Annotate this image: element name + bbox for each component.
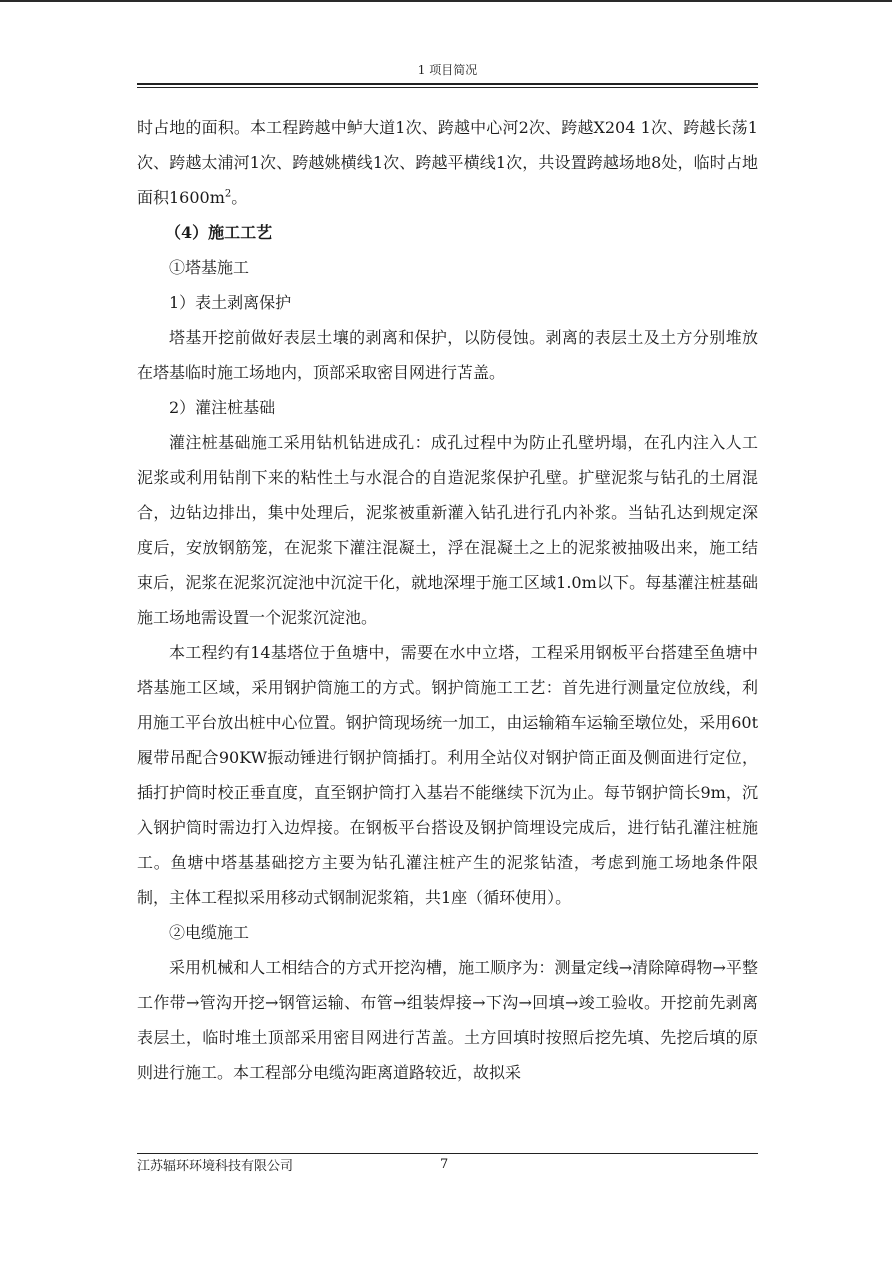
superscript-squared: 2: [224, 188, 232, 200]
footer-page-number: 7: [440, 1157, 449, 1172]
paragraph-crossing-text: 时占地的面积。本工程跨越中鲈大道1次、跨越中心河2次、跨越X204 1次、跨越长荡1次、跨越太浦河1次、跨越姚横线1次、跨越平横线1次，共设置跨越场地8处，临时占地面积1600m: [137, 118, 758, 207]
paragraph-topsoil: 塔基开挖前做好表层土壤的剥离和保护，以防侵蚀。剥离的表层土及土方分别堆放在塔基临时施工场地内，顶部采取密目网进行苫盖。: [137, 328, 758, 382]
subheading-cable-construction: ②电缆施工: [169, 923, 250, 942]
header-rule-thin: [137, 87, 758, 88]
paragraph-cable-trench: 采用机械和人工相结合的方式开挖沟槽，施工顺序为：测量定线→清除障碍物→平整工作带→管沟开挖→钢管运输、布管→组装焊接→下沟→回填→竣工验收。开挖前先剥离表层土，临时堆土顶部采用密目网进行苫盖。土方回填时按照后挖先填、先挖后填的原则进行施工。本工程部分电缆沟距离道路较近，故拟采: [137, 958, 758, 1082]
section-heading-construction-process: （4）施工工艺: [165, 223, 273, 242]
footer-company-name: 江苏辐环环境科技有限公司: [137, 1159, 294, 1174]
page-header-title: 1 项目简况: [417, 63, 478, 77]
subheading-tower-foundation: ①塔基施工: [169, 258, 250, 277]
paragraph-crossing-area: [137, 110, 758, 215]
footer-rule: [137, 1153, 758, 1154]
subheading-cast-pile: 2）灌注桩基础: [169, 398, 276, 417]
header-rule-thick: [137, 83, 758, 85]
subheading-topsoil-protection: 1）表土剥离保护: [169, 293, 292, 312]
paragraph-cast-pile: 灌注桩基础施工采用钻机钻进成孔：成孔过程中为防止孔壁坍塌，在孔内注入人工泥浆或利用钻削下来的粘性土与水混合的自造泥浆保护孔壁。扩壁泥浆与钻孔的土屑混合，边钻边排出，集中处理后，泥浆被重新灌入钻孔进行孔内补浆。当钻孔达到规定深度后，安放钢筋笼，在泥浆下灌注混凝土，浮在混凝土之上的泥浆被抽吸出来，施工结束后，泥浆在泥浆沉淀池中沉淀干化，就地深埋于施工区域1.0m以下。每基灌注桩基础施工场地需设置一个泥浆沉淀池。: [137, 433, 758, 627]
paragraph-fishpond-towers: 本工程约有14基塔位于鱼塘中，需要在水中立塔，工程采用钢板平台搭建至鱼塘中塔基施工区域，采用钢护筒施工的方式。钢护筒施工工艺：首先进行测量定位放线，利用施工平台放出桩中心位置。钢护筒现场统一加工，由运输箱车运输至墩位处，采用60t履带吊配合90KW振动锤进行钢护筒插打。利用全站仪对钢护筒正面及侧面进行定位，插打护筒时校正垂直度，直至钢护筒打入基岩不能继续下沉为止。每节钢护筒长9m，沉入钢护筒时需边打入边焊接。在钢板平台搭设及钢护筒埋设完成后，进行钻孔灌注桩施工。鱼塘中塔基基础挖方主要为钻孔灌注桩产生的泥浆钻渣，考虑到施工场地条件限制，主体工程拟采用移动式钢制泥浆箱，共1座（循环使用）。: [137, 643, 758, 907]
page-top-edge: [0, 0, 892, 2]
document-body: [137, 110, 758, 1090]
paragraph-crossing-end: 。: [231, 188, 248, 207]
